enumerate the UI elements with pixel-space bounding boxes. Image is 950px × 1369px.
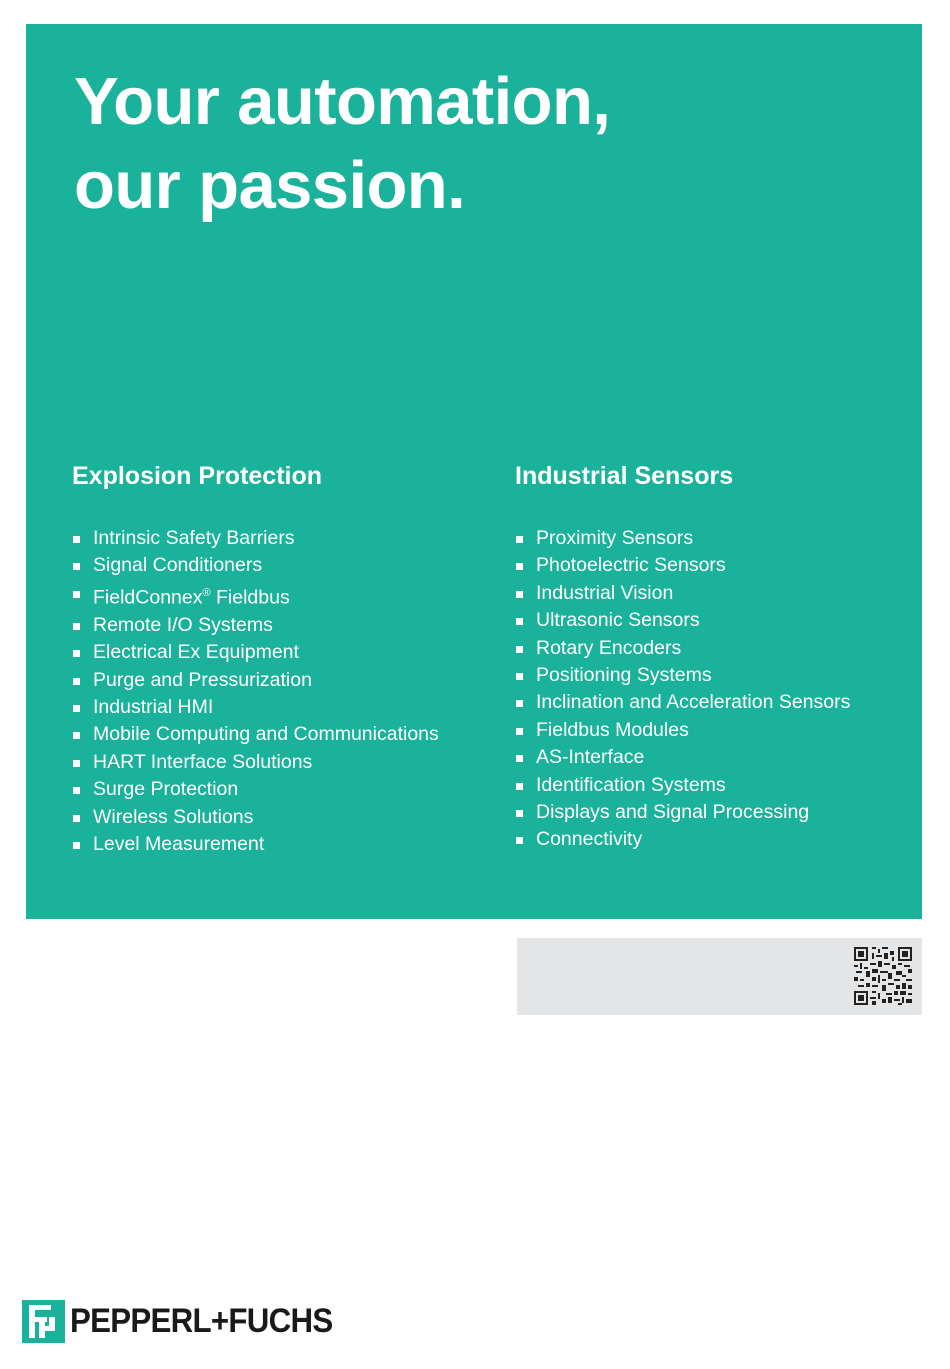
bullet-icon — [73, 563, 80, 570]
list-item-label: Electrical Ex Equipment — [93, 641, 299, 664]
bullet-icon — [516, 563, 523, 570]
headline — [74, 60, 610, 228]
explosion-protection-column — [72, 461, 439, 858]
logo-text: PEPPERL+FUCHS — [70, 1302, 333, 1340]
list-item-label: Displays and Signal Processing — [536, 801, 810, 824]
list-item — [72, 525, 439, 552]
list-item-label: Industrial Vision — [536, 581, 674, 604]
bullet-icon — [73, 678, 80, 685]
bullet-icon — [73, 842, 80, 849]
list-item — [72, 639, 439, 666]
bullet-icon — [516, 618, 523, 625]
pepperl-fuchs-logo — [22, 1298, 355, 1344]
bullet-icon — [73, 787, 80, 794]
list-item — [72, 721, 439, 748]
list-item-label: Remote I/O Systems — [93, 613, 273, 636]
list-item-label: Intrinsic Safety Barriers — [93, 527, 295, 549]
bullet-icon — [516, 536, 523, 543]
bullet-icon — [73, 536, 80, 543]
bullet-icon — [73, 650, 80, 657]
list-item-label: Inclination and Acceleration Sensors — [536, 691, 851, 714]
list-item-label: Wireless Solutions — [93, 805, 254, 828]
list-item — [515, 744, 850, 771]
list-item — [515, 580, 850, 607]
bullet-icon — [516, 700, 523, 707]
qr-panel — [517, 938, 922, 1015]
list-item — [515, 635, 850, 662]
hero-panel — [26, 24, 922, 919]
list-item-label: Positioning Systems — [536, 664, 712, 687]
list-item-label: AS-Interface — [536, 746, 645, 769]
bullet-icon — [516, 728, 523, 735]
industrial-sensors-column — [515, 461, 850, 854]
list-item-label: Proximity Sensors — [536, 527, 694, 549]
bullet-icon — [516, 591, 523, 598]
industrial-sensors-title: Industrial Sensors — [515, 462, 734, 490]
bullet-icon — [73, 623, 80, 630]
bullet-icon — [73, 705, 80, 712]
bullet-icon — [73, 815, 80, 822]
list-item — [72, 776, 439, 803]
list-item-label: Signal Conditioners — [93, 554, 263, 577]
list-item-label: Fieldbus Modules — [536, 718, 689, 741]
headline-line-1: Your automation, — [74, 64, 611, 139]
bullet-icon — [516, 673, 523, 680]
list-item — [515, 552, 850, 579]
list-item — [72, 694, 439, 721]
list-item — [515, 525, 850, 552]
bullet-icon — [73, 732, 80, 739]
registered-mark: ® — [202, 586, 211, 599]
list-item-label: Identification Systems — [536, 773, 726, 796]
list-item — [72, 804, 439, 831]
bullet-icon — [73, 760, 80, 767]
list-item-label: Rotary Encoders — [536, 636, 682, 659]
bullet-icon — [516, 783, 523, 790]
bullet-icon — [516, 755, 523, 762]
list-item — [72, 552, 439, 579]
list-item — [515, 662, 850, 689]
list-item-label: Mobile Computing and Communications — [93, 723, 439, 746]
list-item-label: Level Measurement — [93, 832, 265, 855]
list-item-label-suffix: Fieldbus — [210, 586, 290, 609]
list-item — [72, 612, 439, 639]
bullet-icon — [73, 591, 80, 598]
list-item-label: Purge and Pressurization — [93, 668, 312, 691]
bullet-icon — [516, 810, 523, 817]
list-item-label: HART Interface Solutions — [93, 750, 313, 773]
list-item — [515, 772, 850, 799]
list-item-label: FieldConnex — [93, 586, 203, 609]
list-item — [515, 607, 850, 634]
explosion-protection-title: Explosion Protection — [72, 462, 323, 490]
list-item — [515, 689, 850, 716]
list-item — [515, 826, 850, 853]
list-item-label: Industrial HMI — [93, 695, 214, 718]
explosion-protection-list — [72, 525, 439, 858]
bullet-icon — [516, 646, 523, 653]
list-item — [72, 580, 439, 612]
industrial-sensors-list — [515, 525, 850, 854]
headline-line-2: our passion. — [74, 148, 466, 223]
list-item-label: Surge Protection — [93, 778, 239, 801]
list-item-label: Ultrasonic Sensors — [536, 609, 700, 632]
list-item-label: Photoelectric Sensors — [536, 554, 726, 577]
bullet-icon — [516, 837, 523, 844]
list-item — [72, 749, 439, 776]
list-item-label: Connectivity — [536, 828, 643, 851]
pf-logo-icon — [22, 1300, 65, 1343]
list-item — [515, 799, 850, 826]
list-item — [72, 831, 439, 858]
list-item — [72, 667, 439, 694]
list-item — [515, 717, 850, 744]
qr-code-icon[interactable] — [854, 947, 912, 1005]
